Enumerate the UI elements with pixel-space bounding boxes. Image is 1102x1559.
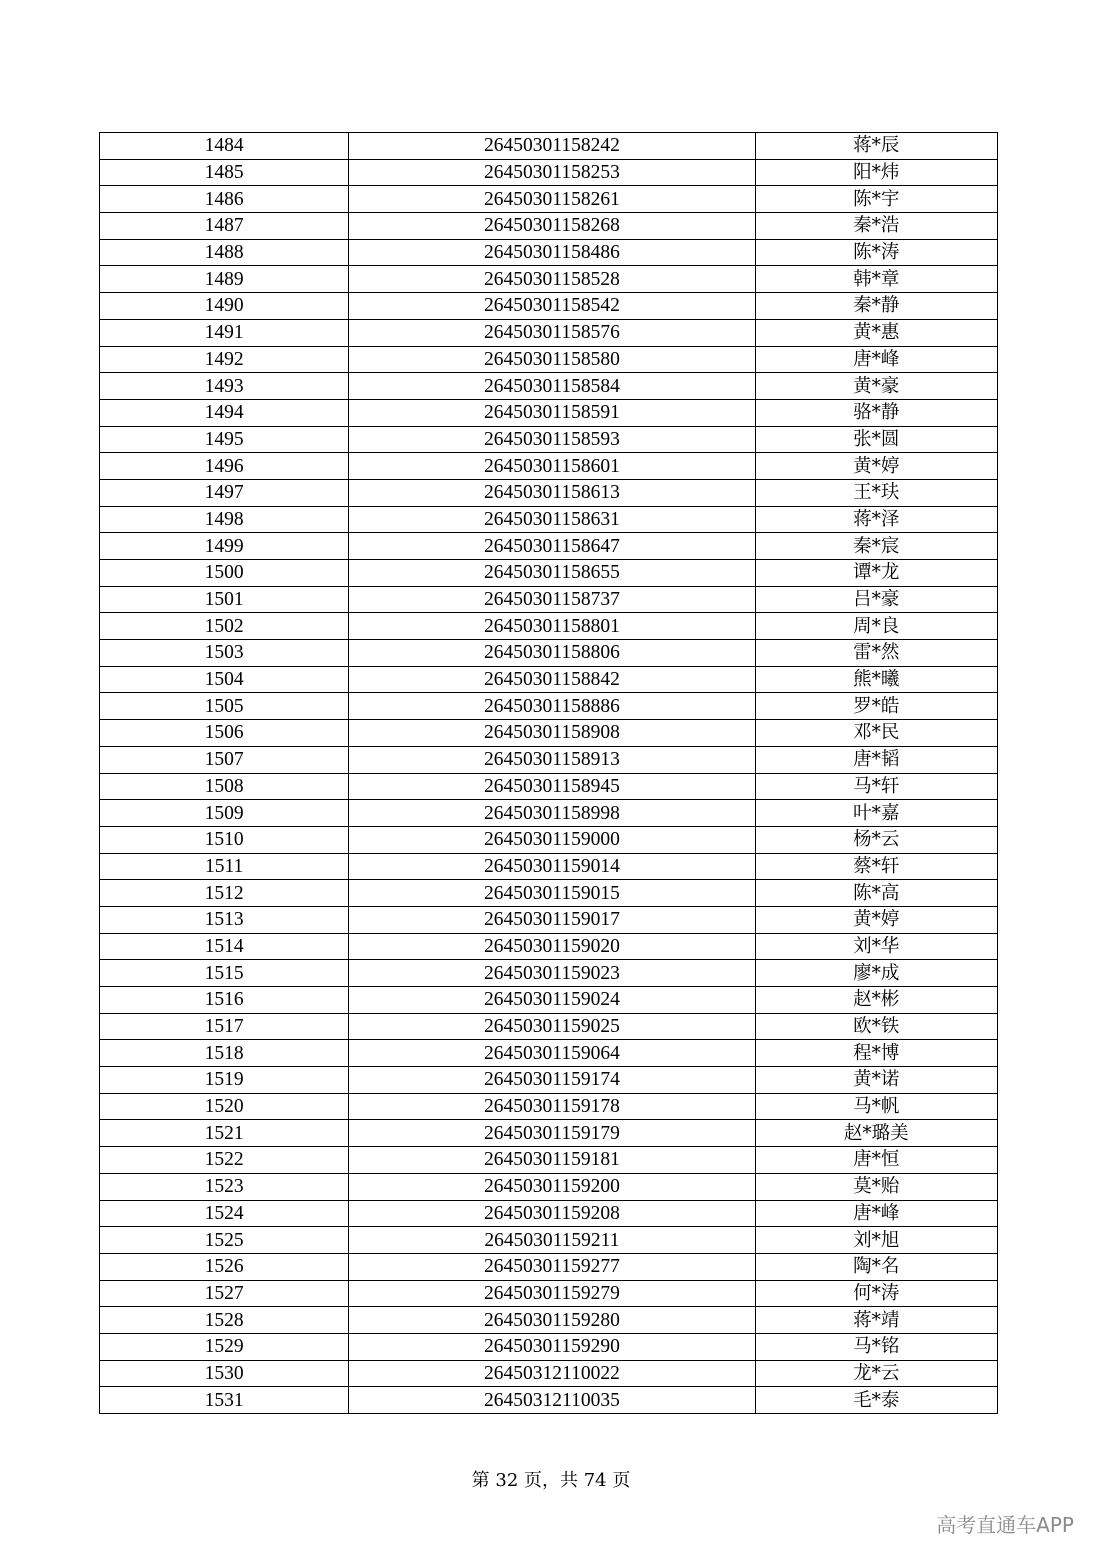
row-number-cell: 1529 xyxy=(100,1333,349,1360)
table-row xyxy=(100,426,998,453)
table-row xyxy=(100,560,998,587)
row-number-cell: 1531 xyxy=(100,1387,349,1414)
table-row xyxy=(100,773,998,800)
table-row xyxy=(100,1040,998,1067)
table-row xyxy=(100,613,998,640)
candidate-id-cell: 26450301159208 xyxy=(349,1200,755,1227)
candidate-name-cell: 龙*云 xyxy=(755,1360,997,1387)
table-row xyxy=(100,1253,998,1280)
table-row xyxy=(100,746,998,773)
row-number-cell: 1503 xyxy=(100,640,349,667)
candidate-name-cell: 秦*浩 xyxy=(755,213,997,240)
row-number-cell: 1497 xyxy=(100,479,349,506)
row-number-cell: 1525 xyxy=(100,1227,349,1254)
row-number-cell: 1486 xyxy=(100,186,349,213)
row-number-cell: 1526 xyxy=(100,1253,349,1280)
watermark-text: 高考直通车APP xyxy=(936,1513,1074,1537)
candidate-id-cell: 26450301159277 xyxy=(349,1253,755,1280)
table-row xyxy=(100,346,998,373)
roster-table-body xyxy=(100,133,998,1414)
table-row xyxy=(100,906,998,933)
row-number-cell: 1507 xyxy=(100,746,349,773)
candidate-id-cell: 26450301158253 xyxy=(349,159,755,186)
candidate-name-cell: 黄*豪 xyxy=(755,373,997,400)
table-row xyxy=(100,213,998,240)
table-row xyxy=(100,479,998,506)
candidate-id-cell: 26450301158842 xyxy=(349,666,755,693)
row-number-cell: 1521 xyxy=(100,1120,349,1147)
row-number-cell: 1514 xyxy=(100,933,349,960)
row-number-cell: 1522 xyxy=(100,1147,349,1174)
row-number-cell: 1530 xyxy=(100,1360,349,1387)
candidate-id-cell: 26450301159200 xyxy=(349,1173,755,1200)
table-row xyxy=(100,1280,998,1307)
candidate-name-cell: 赵*璐美 xyxy=(755,1120,997,1147)
candidate-id-cell: 26450312110035 xyxy=(349,1387,755,1414)
candidate-id-cell: 26450301159178 xyxy=(349,1093,755,1120)
candidate-name-cell: 陶*名 xyxy=(755,1253,997,1280)
table-row xyxy=(100,1013,998,1040)
candidate-name-cell: 阳*炜 xyxy=(755,159,997,186)
row-number-cell: 1504 xyxy=(100,666,349,693)
candidate-id-cell: 26450301158913 xyxy=(349,746,755,773)
row-number-cell: 1493 xyxy=(100,373,349,400)
candidate-id-cell: 26450301158486 xyxy=(349,239,755,266)
candidate-id-cell: 26450301158542 xyxy=(349,293,755,320)
row-number-cell: 1500 xyxy=(100,560,349,587)
table-row xyxy=(100,239,998,266)
candidate-name-cell: 韩*章 xyxy=(755,266,997,293)
table-row xyxy=(100,399,998,426)
candidate-name-cell: 张*圆 xyxy=(755,426,997,453)
candidate-id-cell: 26450312110022 xyxy=(349,1360,755,1387)
row-number-cell: 1485 xyxy=(100,159,349,186)
candidate-id-cell: 26450301158647 xyxy=(349,533,755,560)
candidate-name-cell: 谭*龙 xyxy=(755,560,997,587)
row-number-cell: 1505 xyxy=(100,693,349,720)
table-row xyxy=(100,720,998,747)
row-number-cell: 1519 xyxy=(100,1067,349,1094)
candidate-id-cell: 26450301158737 xyxy=(349,586,755,613)
candidate-name-cell: 雷*然 xyxy=(755,640,997,667)
candidate-id-cell: 26450301159023 xyxy=(349,960,755,987)
row-number-cell: 1488 xyxy=(100,239,349,266)
table-row xyxy=(100,1173,998,1200)
table-row xyxy=(100,186,998,213)
candidate-name-cell: 黄*婷 xyxy=(755,453,997,480)
candidate-name-cell: 唐*峰 xyxy=(755,1200,997,1227)
row-number-cell: 1509 xyxy=(100,800,349,827)
row-number-cell: 1508 xyxy=(100,773,349,800)
table-row xyxy=(100,159,998,186)
table-row xyxy=(100,1387,998,1414)
row-number-cell: 1498 xyxy=(100,506,349,533)
row-number-cell: 1502 xyxy=(100,613,349,640)
candidate-name-cell: 罗*皓 xyxy=(755,693,997,720)
row-number-cell: 1489 xyxy=(100,266,349,293)
table-row xyxy=(100,987,998,1014)
candidate-name-cell: 陈*宇 xyxy=(755,186,997,213)
candidate-id-cell: 26450301159024 xyxy=(349,987,755,1014)
row-number-cell: 1524 xyxy=(100,1200,349,1227)
candidate-name-cell: 周*良 xyxy=(755,613,997,640)
candidate-name-cell: 马*铭 xyxy=(755,1333,997,1360)
candidate-name-cell: 何*涛 xyxy=(755,1280,997,1307)
candidate-id-cell: 26450301158584 xyxy=(349,373,755,400)
row-number-cell: 1527 xyxy=(100,1280,349,1307)
candidate-id-cell: 26450301158268 xyxy=(349,213,755,240)
row-number-cell: 1491 xyxy=(100,319,349,346)
candidate-name-cell: 刘*旭 xyxy=(755,1227,997,1254)
candidate-name-cell: 熊*曦 xyxy=(755,666,997,693)
table-row xyxy=(100,266,998,293)
row-number-cell: 1518 xyxy=(100,1040,349,1067)
candidate-name-cell: 杨*云 xyxy=(755,826,997,853)
candidate-id-cell: 26450301158908 xyxy=(349,720,755,747)
candidate-id-cell: 26450301158945 xyxy=(349,773,755,800)
row-number-cell: 1499 xyxy=(100,533,349,560)
candidate-id-cell: 26450301158601 xyxy=(349,453,755,480)
candidate-id-cell: 26450301159279 xyxy=(349,1280,755,1307)
table-row xyxy=(100,853,998,880)
row-number-cell: 1495 xyxy=(100,426,349,453)
candidate-id-cell: 26450301158242 xyxy=(349,133,755,160)
candidate-id-cell: 26450301159000 xyxy=(349,826,755,853)
table-row xyxy=(100,506,998,533)
candidate-name-cell: 唐*峰 xyxy=(755,346,997,373)
candidate-name-cell: 刘*华 xyxy=(755,933,997,960)
table-row xyxy=(100,933,998,960)
candidate-name-cell: 王*玞 xyxy=(755,479,997,506)
candidate-id-cell: 26450301159179 xyxy=(349,1120,755,1147)
candidate-name-cell: 陈*涛 xyxy=(755,239,997,266)
row-number-cell: 1515 xyxy=(100,960,349,987)
row-number-cell: 1523 xyxy=(100,1173,349,1200)
row-number-cell: 1494 xyxy=(100,399,349,426)
candidate-name-cell: 蒋*靖 xyxy=(755,1307,997,1334)
candidate-name-cell: 黄*惠 xyxy=(755,319,997,346)
row-number-cell: 1516 xyxy=(100,987,349,1014)
table-row xyxy=(100,373,998,400)
table-row xyxy=(100,293,998,320)
candidate-name-cell: 毛*泰 xyxy=(755,1387,997,1414)
row-number-cell: 1528 xyxy=(100,1307,349,1334)
candidate-id-cell: 26450301159064 xyxy=(349,1040,755,1067)
candidate-name-cell: 蒋*辰 xyxy=(755,133,997,160)
candidate-id-cell: 26450301159020 xyxy=(349,933,755,960)
row-number-cell: 1490 xyxy=(100,293,349,320)
candidate-name-cell: 叶*嘉 xyxy=(755,800,997,827)
table-row xyxy=(100,1307,998,1334)
candidate-name-cell: 马*帆 xyxy=(755,1093,997,1120)
table-row xyxy=(100,133,998,160)
candidate-id-cell: 26450301158613 xyxy=(349,479,755,506)
row-number-cell: 1501 xyxy=(100,586,349,613)
candidate-id-cell: 26450301158580 xyxy=(349,346,755,373)
table-row xyxy=(100,640,998,667)
row-number-cell: 1484 xyxy=(100,133,349,160)
candidate-name-cell: 蔡*轩 xyxy=(755,853,997,880)
table-row xyxy=(100,693,998,720)
table-row xyxy=(100,1147,998,1174)
candidate-name-cell: 马*轩 xyxy=(755,773,997,800)
table-row xyxy=(100,453,998,480)
candidate-id-cell: 26450301158655 xyxy=(349,560,755,587)
row-number-cell: 1513 xyxy=(100,906,349,933)
candidate-id-cell: 26450301158591 xyxy=(349,399,755,426)
candidate-name-cell: 莫*贻 xyxy=(755,1173,997,1200)
table-row xyxy=(100,586,998,613)
candidate-name-cell: 赵*彬 xyxy=(755,987,997,1014)
candidate-name-cell: 程*博 xyxy=(755,1040,997,1067)
candidate-id-cell: 26450301159211 xyxy=(349,1227,755,1254)
candidate-name-cell: 唐*恒 xyxy=(755,1147,997,1174)
row-number-cell: 1511 xyxy=(100,853,349,880)
roster-table xyxy=(99,132,998,1414)
table-row xyxy=(100,880,998,907)
page-footer: 第 32 页，共 74 页 xyxy=(471,1470,631,1491)
candidate-name-cell: 唐*韬 xyxy=(755,746,997,773)
row-number-cell: 1517 xyxy=(100,1013,349,1040)
candidate-id-cell: 26450301158528 xyxy=(349,266,755,293)
candidate-id-cell: 26450301159290 xyxy=(349,1333,755,1360)
row-number-cell: 1510 xyxy=(100,826,349,853)
candidate-id-cell: 26450301158261 xyxy=(349,186,755,213)
candidate-id-cell: 26450301158631 xyxy=(349,506,755,533)
table-row xyxy=(100,319,998,346)
candidate-name-cell: 骆*静 xyxy=(755,399,997,426)
candidate-id-cell: 26450301159181 xyxy=(349,1147,755,1174)
candidate-id-cell: 26450301159174 xyxy=(349,1067,755,1094)
candidate-name-cell: 吕*豪 xyxy=(755,586,997,613)
table-row xyxy=(100,800,998,827)
row-number-cell: 1512 xyxy=(100,880,349,907)
candidate-id-cell: 26450301158806 xyxy=(349,640,755,667)
table-row xyxy=(100,1200,998,1227)
candidate-id-cell: 26450301159017 xyxy=(349,906,755,933)
candidate-name-cell: 黄*诺 xyxy=(755,1067,997,1094)
candidate-id-cell: 26450301158886 xyxy=(349,693,755,720)
table-row xyxy=(100,1227,998,1254)
table-row xyxy=(100,1360,998,1387)
candidate-id-cell: 26450301159015 xyxy=(349,880,755,907)
candidate-name-cell: 蒋*泽 xyxy=(755,506,997,533)
candidate-id-cell: 26450301159014 xyxy=(349,853,755,880)
table-row xyxy=(100,1120,998,1147)
candidate-id-cell: 26450301159280 xyxy=(349,1307,755,1334)
table-row xyxy=(100,1333,998,1360)
candidate-id-cell: 26450301159025 xyxy=(349,1013,755,1040)
table-row xyxy=(100,960,998,987)
candidate-name-cell: 廖*成 xyxy=(755,960,997,987)
candidate-name-cell: 秦*静 xyxy=(755,293,997,320)
table-row xyxy=(100,1093,998,1120)
table-row xyxy=(100,666,998,693)
row-number-cell: 1492 xyxy=(100,346,349,373)
candidate-id-cell: 26450301158576 xyxy=(349,319,755,346)
candidate-name-cell: 邓*民 xyxy=(755,720,997,747)
table-row xyxy=(100,826,998,853)
candidate-name-cell: 黄*婷 xyxy=(755,906,997,933)
row-number-cell: 1506 xyxy=(100,720,349,747)
candidate-name-cell: 欧*铁 xyxy=(755,1013,997,1040)
row-number-cell: 1520 xyxy=(100,1093,349,1120)
candidate-id-cell: 26450301158998 xyxy=(349,800,755,827)
candidate-name-cell: 秦*宸 xyxy=(755,533,997,560)
candidate-id-cell: 26450301158801 xyxy=(349,613,755,640)
row-number-cell: 1487 xyxy=(100,213,349,240)
table-row xyxy=(100,533,998,560)
row-number-cell: 1496 xyxy=(100,453,349,480)
candidate-name-cell: 陈*高 xyxy=(755,880,997,907)
candidate-id-cell: 26450301158593 xyxy=(349,426,755,453)
table-row xyxy=(100,1067,998,1094)
